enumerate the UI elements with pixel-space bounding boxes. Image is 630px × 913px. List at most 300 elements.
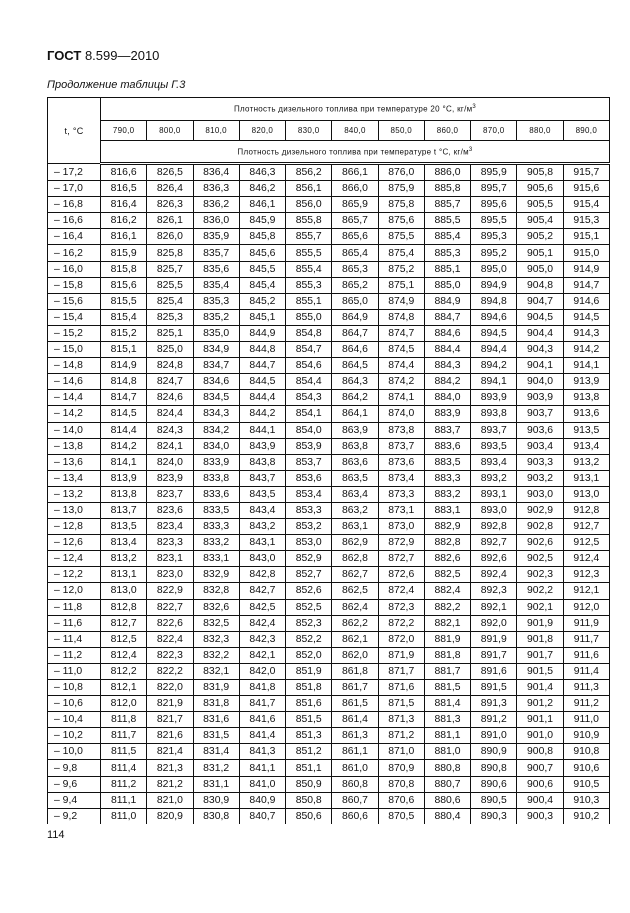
table-row bbox=[48, 808, 610, 824]
density-cell: 914,9 bbox=[563, 261, 609, 277]
density-cell: 914,2 bbox=[563, 342, 609, 358]
density-cell: 822,0 bbox=[147, 680, 193, 696]
density-cell: 864,6 bbox=[332, 342, 378, 358]
density-cell: 846,2 bbox=[239, 181, 285, 197]
density-cell: 914,5 bbox=[563, 309, 609, 325]
density-cell: 890,9 bbox=[471, 744, 517, 760]
density-cell: 895,9 bbox=[471, 164, 517, 181]
density-cell: 855,5 bbox=[286, 245, 332, 261]
density-cell: 905,2 bbox=[517, 229, 563, 245]
density-cell: 872,2 bbox=[378, 615, 424, 631]
density-cell: 814,9 bbox=[101, 358, 147, 374]
density-cell: 813,2 bbox=[101, 551, 147, 567]
density-cell: 851,1 bbox=[286, 760, 332, 776]
standard-label: ГОСТ bbox=[47, 48, 82, 63]
density-cell: 863,1 bbox=[332, 519, 378, 535]
density-cell: 912,3 bbox=[563, 567, 609, 583]
density-cell: 833,8 bbox=[193, 470, 239, 486]
density-cell: 855,0 bbox=[286, 309, 332, 325]
density-cell: 851,3 bbox=[286, 728, 332, 744]
density-cell: 901,1 bbox=[517, 712, 563, 728]
density-cell: 871,6 bbox=[378, 680, 424, 696]
density-cell: 871,7 bbox=[378, 663, 424, 679]
density-cell: 825,0 bbox=[147, 342, 193, 358]
density-cell: 826,1 bbox=[147, 213, 193, 229]
density-cell: 825,3 bbox=[147, 309, 193, 325]
density-cell: 816,1 bbox=[101, 229, 147, 245]
density-20c-header: Плотность дизельного топлива при температуре 20 °С, $кг/м^3$ bbox=[101, 98, 610, 121]
density-cell: 862,4 bbox=[332, 599, 378, 615]
density-cell: 830,8 bbox=[193, 808, 239, 824]
density-cell: 831,1 bbox=[193, 776, 239, 792]
density-cell: 835,7 bbox=[193, 245, 239, 261]
density-cell: 823,6 bbox=[147, 502, 193, 518]
density-cell: 821,4 bbox=[147, 744, 193, 760]
density-cell: 844,4 bbox=[239, 390, 285, 406]
density-cell: 872,0 bbox=[378, 631, 424, 647]
density-cell: 883,2 bbox=[424, 486, 470, 502]
density-cell: 884,0 bbox=[424, 390, 470, 406]
density-cell: 824,1 bbox=[147, 438, 193, 454]
table-row bbox=[48, 374, 610, 390]
temperature-cell: – 14,4 bbox=[48, 390, 101, 406]
density-cell: 871,0 bbox=[378, 744, 424, 760]
density-cell: 855,8 bbox=[286, 213, 332, 229]
density-cell: 915,1 bbox=[563, 229, 609, 245]
density-cell: 892,1 bbox=[471, 599, 517, 615]
density-cell: 844,2 bbox=[239, 406, 285, 422]
density-column-header: 820,0 bbox=[239, 121, 285, 141]
table-row bbox=[48, 728, 610, 744]
density-cell: 830,9 bbox=[193, 792, 239, 808]
density-cell: 815,6 bbox=[101, 277, 147, 293]
density-cell: 811,7 bbox=[101, 728, 147, 744]
density-cell: 823,9 bbox=[147, 470, 193, 486]
density-cell: 854,1 bbox=[286, 406, 332, 422]
density-cell: 871,9 bbox=[378, 647, 424, 663]
table-row bbox=[48, 792, 610, 808]
density-cell: 845,8 bbox=[239, 229, 285, 245]
density-cell: 891,5 bbox=[471, 680, 517, 696]
table-row bbox=[48, 325, 610, 341]
density-cell: 844,5 bbox=[239, 374, 285, 390]
density-cell: 850,9 bbox=[286, 776, 332, 792]
density-cell: 881,0 bbox=[424, 744, 470, 760]
density-cell: 854,6 bbox=[286, 358, 332, 374]
density-cell: 905,0 bbox=[517, 261, 563, 277]
density-cell: 856,2 bbox=[286, 164, 332, 181]
density-cell: 891,0 bbox=[471, 728, 517, 744]
density-cell: 891,9 bbox=[471, 631, 517, 647]
density-cell: 812,7 bbox=[101, 615, 147, 631]
density-cell: 862,1 bbox=[332, 631, 378, 647]
density-cell: 902,9 bbox=[517, 502, 563, 518]
density-cell: 823,7 bbox=[147, 486, 193, 502]
density-cell: 815,5 bbox=[101, 293, 147, 309]
density-cell: 882,1 bbox=[424, 615, 470, 631]
density-cell: 871,3 bbox=[378, 712, 424, 728]
density-column-header: 800,0 bbox=[147, 121, 193, 141]
density-cell: 834,5 bbox=[193, 390, 239, 406]
density-cell: 871,5 bbox=[378, 696, 424, 712]
density-cell: 893,0 bbox=[471, 502, 517, 518]
density-cell: 913,2 bbox=[563, 454, 609, 470]
density-cell: 822,6 bbox=[147, 615, 193, 631]
density-cell: 893,2 bbox=[471, 470, 517, 486]
density-cell: 852,5 bbox=[286, 599, 332, 615]
table-row bbox=[48, 696, 610, 712]
density-cell: 812,5 bbox=[101, 631, 147, 647]
density-cell: 852,2 bbox=[286, 631, 332, 647]
density-cell: 904,1 bbox=[517, 358, 563, 374]
density-cell: 824,3 bbox=[147, 422, 193, 438]
density-cell: 911,7 bbox=[563, 631, 609, 647]
temperature-cell: – 17,0 bbox=[48, 181, 101, 197]
density-cell: 821,7 bbox=[147, 712, 193, 728]
density-cell: 893,7 bbox=[471, 422, 517, 438]
density-cell: 905,1 bbox=[517, 245, 563, 261]
density-column-header: 790,0 bbox=[101, 121, 147, 141]
density-cell: 834,0 bbox=[193, 438, 239, 454]
density-cell: 825,7 bbox=[147, 261, 193, 277]
density-cell: 872,6 bbox=[378, 567, 424, 583]
density-cell: 853,7 bbox=[286, 454, 332, 470]
density-cell: 893,1 bbox=[471, 486, 517, 502]
density-cell: 870,6 bbox=[378, 792, 424, 808]
density-cell: 826,0 bbox=[147, 229, 193, 245]
density-cell: 813,9 bbox=[101, 470, 147, 486]
density-cell: 912,8 bbox=[563, 502, 609, 518]
density-cell: 853,6 bbox=[286, 470, 332, 486]
density-cell: 883,5 bbox=[424, 454, 470, 470]
density-cell: 885,5 bbox=[424, 213, 470, 229]
density-cell: 881,8 bbox=[424, 647, 470, 663]
density-cell: 851,2 bbox=[286, 744, 332, 760]
density-cell: 845,4 bbox=[239, 277, 285, 293]
density-cell: 831,2 bbox=[193, 760, 239, 776]
density-cell: 855,4 bbox=[286, 261, 332, 277]
table-row bbox=[48, 164, 610, 181]
density-cell: 902,8 bbox=[517, 519, 563, 535]
density-cell: 904,3 bbox=[517, 342, 563, 358]
density-cell: 844,8 bbox=[239, 342, 285, 358]
density-cell: 842,7 bbox=[239, 583, 285, 599]
density-cell: 814,8 bbox=[101, 374, 147, 390]
density-cell: 874,1 bbox=[378, 390, 424, 406]
density-cell: 854,7 bbox=[286, 342, 332, 358]
temperature-cell: – 12,4 bbox=[48, 551, 101, 567]
density-cell: 815,2 bbox=[101, 325, 147, 341]
density-cell: 833,3 bbox=[193, 519, 239, 535]
density-cell: 861,1 bbox=[332, 744, 378, 760]
density-cell: 914,6 bbox=[563, 293, 609, 309]
density-cell: 843,1 bbox=[239, 535, 285, 551]
density-cell: 880,6 bbox=[424, 792, 470, 808]
density-cell: 902,3 bbox=[517, 567, 563, 583]
density-cell: 895,0 bbox=[471, 261, 517, 277]
density-cell: 864,7 bbox=[332, 325, 378, 341]
density-cell: 816,4 bbox=[101, 197, 147, 213]
temperature-cell: – 15,8 bbox=[48, 277, 101, 293]
density-cell: 872,3 bbox=[378, 599, 424, 615]
density-cell: 890,6 bbox=[471, 776, 517, 792]
temperature-cell: – 13,8 bbox=[48, 438, 101, 454]
density-cell: 892,4 bbox=[471, 567, 517, 583]
density-cell: 861,7 bbox=[332, 680, 378, 696]
density-cell: 815,1 bbox=[101, 342, 147, 358]
table-row bbox=[48, 519, 610, 535]
density-cell: 853,0 bbox=[286, 535, 332, 551]
density-cell: 902,5 bbox=[517, 551, 563, 567]
density-cell: 814,7 bbox=[101, 390, 147, 406]
density-cell: 811,0 bbox=[101, 808, 147, 824]
density-cell: 811,8 bbox=[101, 712, 147, 728]
density-cell: 912,1 bbox=[563, 583, 609, 599]
density-cell: 843,2 bbox=[239, 519, 285, 535]
density-cell: 812,1 bbox=[101, 680, 147, 696]
temperature-header: t, °C bbox=[48, 98, 101, 164]
temperature-cell: – 15,6 bbox=[48, 293, 101, 309]
density-cell: 814,5 bbox=[101, 406, 147, 422]
density-cell: 882,5 bbox=[424, 567, 470, 583]
density-cell: 813,4 bbox=[101, 535, 147, 551]
density-cell: 852,7 bbox=[286, 567, 332, 583]
density-column-header: 830,0 bbox=[286, 121, 332, 141]
document-header bbox=[47, 48, 159, 63]
density-cell: 905,6 bbox=[517, 181, 563, 197]
density-cell: 843,7 bbox=[239, 470, 285, 486]
table-row bbox=[48, 712, 610, 728]
density-cell: 833,6 bbox=[193, 486, 239, 502]
table-row bbox=[48, 599, 610, 615]
density-cell: 831,4 bbox=[193, 744, 239, 760]
density-cell: 832,6 bbox=[193, 599, 239, 615]
temperature-cell: – 16,8 bbox=[48, 197, 101, 213]
density-cell: 822,4 bbox=[147, 631, 193, 647]
density-cell: 913,4 bbox=[563, 438, 609, 454]
density-cell: 885,3 bbox=[424, 245, 470, 261]
density-cell: 904,5 bbox=[517, 309, 563, 325]
table-row bbox=[48, 422, 610, 438]
density-cell: 834,7 bbox=[193, 358, 239, 374]
density-cell: 885,4 bbox=[424, 229, 470, 245]
density-cell: 824,7 bbox=[147, 374, 193, 390]
density-cell: 900,3 bbox=[517, 808, 563, 824]
density-cell: 875,9 bbox=[378, 181, 424, 197]
density-cell: 822,9 bbox=[147, 583, 193, 599]
density-t-header: Плотность дизельного топлива при температуре t °С, $кг/м^3$ bbox=[101, 141, 610, 164]
density-cell: 832,9 bbox=[193, 567, 239, 583]
density-cell: 834,6 bbox=[193, 374, 239, 390]
density-cell: 824,6 bbox=[147, 390, 193, 406]
table-row bbox=[48, 567, 610, 583]
density-cell: 840,7 bbox=[239, 808, 285, 824]
temperature-cell: – 10,2 bbox=[48, 728, 101, 744]
density-cell: 903,4 bbox=[517, 438, 563, 454]
density-cell: 903,9 bbox=[517, 390, 563, 406]
density-cell: 846,3 bbox=[239, 164, 285, 181]
density-cell: 843,4 bbox=[239, 502, 285, 518]
density-cell: 842,0 bbox=[239, 663, 285, 679]
table-row bbox=[48, 261, 610, 277]
density-cell: 843,8 bbox=[239, 454, 285, 470]
density-cell: 885,1 bbox=[424, 261, 470, 277]
density-cell: 841,1 bbox=[239, 760, 285, 776]
density-cell: 863,6 bbox=[332, 454, 378, 470]
table-row bbox=[48, 535, 610, 551]
density-cell: 841,0 bbox=[239, 776, 285, 792]
density-cell: 856,1 bbox=[286, 181, 332, 197]
density-cell: 841,3 bbox=[239, 744, 285, 760]
density-cell: 850,6 bbox=[286, 808, 332, 824]
density-cell: 875,5 bbox=[378, 229, 424, 245]
table-row bbox=[48, 245, 610, 261]
density-cell: 860,6 bbox=[332, 808, 378, 824]
density-cell: 884,6 bbox=[424, 325, 470, 341]
density-cell: 841,6 bbox=[239, 712, 285, 728]
density-cell: 863,8 bbox=[332, 438, 378, 454]
temperature-cell: – 16,0 bbox=[48, 261, 101, 277]
temperature-cell: – 15,2 bbox=[48, 325, 101, 341]
density-cell: 894,4 bbox=[471, 342, 517, 358]
density-cell: 863,5 bbox=[332, 470, 378, 486]
density-cell: 854,0 bbox=[286, 422, 332, 438]
density-cell: 870,8 bbox=[378, 776, 424, 792]
density-cell: 890,8 bbox=[471, 760, 517, 776]
density-cell: 892,6 bbox=[471, 551, 517, 567]
table-row bbox=[48, 470, 610, 486]
temperature-cell: – 14,0 bbox=[48, 422, 101, 438]
density-cell: 833,9 bbox=[193, 454, 239, 470]
density-cell: 894,9 bbox=[471, 277, 517, 293]
density-cell: 815,8 bbox=[101, 261, 147, 277]
density-cell: 883,3 bbox=[424, 470, 470, 486]
density-cell: 872,4 bbox=[378, 583, 424, 599]
temperature-cell: – 9,6 bbox=[48, 776, 101, 792]
density-cell: 822,3 bbox=[147, 647, 193, 663]
temperature-cell: – 13,4 bbox=[48, 470, 101, 486]
table-row bbox=[48, 760, 610, 776]
density-cell: 874,5 bbox=[378, 342, 424, 358]
density-cell: 911,6 bbox=[563, 647, 609, 663]
density-cell: 812,8 bbox=[101, 599, 147, 615]
temperature-cell: – 12,0 bbox=[48, 583, 101, 599]
density-cell: 866,0 bbox=[332, 181, 378, 197]
density-cell: 900,6 bbox=[517, 776, 563, 792]
density-cell: 891,2 bbox=[471, 712, 517, 728]
table-row bbox=[48, 438, 610, 454]
density-cell: 814,1 bbox=[101, 454, 147, 470]
density-cell: 891,6 bbox=[471, 663, 517, 679]
density-cell: 913,6 bbox=[563, 406, 609, 422]
density-column-header: 880,0 bbox=[517, 121, 563, 141]
density-cell: 874,4 bbox=[378, 358, 424, 374]
density-cell: 883,1 bbox=[424, 502, 470, 518]
density-cell: 915,6 bbox=[563, 181, 609, 197]
density-cell: 825,1 bbox=[147, 325, 193, 341]
page-number: 114 bbox=[47, 829, 65, 841]
density-cell: 895,7 bbox=[471, 181, 517, 197]
density-cell: 851,8 bbox=[286, 680, 332, 696]
density-cell: 832,1 bbox=[193, 663, 239, 679]
table-row bbox=[48, 663, 610, 679]
temperature-cell: – 9,2 bbox=[48, 808, 101, 824]
density-cell: 885,7 bbox=[424, 197, 470, 213]
density-cell: 861,3 bbox=[332, 728, 378, 744]
density-cell: 844,7 bbox=[239, 358, 285, 374]
density-cell: 873,0 bbox=[378, 519, 424, 535]
density-cell: 831,6 bbox=[193, 712, 239, 728]
density-cell: 811,5 bbox=[101, 744, 147, 760]
table-row bbox=[48, 358, 610, 374]
density-cell: 875,8 bbox=[378, 197, 424, 213]
density-cell: 894,8 bbox=[471, 293, 517, 309]
density-cell: 873,6 bbox=[378, 454, 424, 470]
density-cell: 903,7 bbox=[517, 406, 563, 422]
density-cell: 833,5 bbox=[193, 502, 239, 518]
density-cell: 881,7 bbox=[424, 663, 470, 679]
density-cell: 865,3 bbox=[332, 261, 378, 277]
density-cell: 915,4 bbox=[563, 197, 609, 213]
table-row bbox=[48, 631, 610, 647]
density-cell: 873,1 bbox=[378, 502, 424, 518]
density-cell: 811,4 bbox=[101, 760, 147, 776]
density-cell: 813,7 bbox=[101, 502, 147, 518]
density-cell: 885,8 bbox=[424, 181, 470, 197]
density-cell: 815,4 bbox=[101, 309, 147, 325]
density-cell: 873,4 bbox=[378, 470, 424, 486]
table-row bbox=[48, 229, 610, 245]
density-cell: 850,8 bbox=[286, 792, 332, 808]
density-cell: 902,2 bbox=[517, 583, 563, 599]
density-cell: 852,6 bbox=[286, 583, 332, 599]
temperature-cell: – 16,4 bbox=[48, 229, 101, 245]
density-cell: 816,6 bbox=[101, 164, 147, 181]
density-cell: 900,7 bbox=[517, 760, 563, 776]
density-cell: 865,0 bbox=[332, 293, 378, 309]
density-cell: 910,9 bbox=[563, 728, 609, 744]
density-cell: 900,8 bbox=[517, 744, 563, 760]
density-cell: 851,5 bbox=[286, 712, 332, 728]
density-cell: 873,7 bbox=[378, 438, 424, 454]
density-cell: 875,2 bbox=[378, 261, 424, 277]
density-cell: 903,2 bbox=[517, 470, 563, 486]
density-cell: 893,8 bbox=[471, 406, 517, 422]
temperature-cell: – 11,4 bbox=[48, 631, 101, 647]
density-cell: 890,5 bbox=[471, 792, 517, 808]
density-cell: 905,8 bbox=[517, 164, 563, 181]
density-cell: 832,3 bbox=[193, 631, 239, 647]
density-cell: 883,6 bbox=[424, 438, 470, 454]
density-cell: 912,5 bbox=[563, 535, 609, 551]
density-cell: 856,0 bbox=[286, 197, 332, 213]
temperature-cell: – 12,2 bbox=[48, 567, 101, 583]
density-cell: 834,9 bbox=[193, 342, 239, 358]
density-cell: 901,0 bbox=[517, 728, 563, 744]
density-cell: 870,9 bbox=[378, 760, 424, 776]
table-row bbox=[48, 293, 610, 309]
density-cell: 842,3 bbox=[239, 631, 285, 647]
density-cell: 814,4 bbox=[101, 422, 147, 438]
density-cell: 826,4 bbox=[147, 181, 193, 197]
density-cell: 864,2 bbox=[332, 390, 378, 406]
temperature-cell: – 14,2 bbox=[48, 406, 101, 422]
density-cell: 821,2 bbox=[147, 776, 193, 792]
density-cell: 833,1 bbox=[193, 551, 239, 567]
density-cell: 881,3 bbox=[424, 712, 470, 728]
density-cell: 883,7 bbox=[424, 422, 470, 438]
density-cell: 881,5 bbox=[424, 680, 470, 696]
